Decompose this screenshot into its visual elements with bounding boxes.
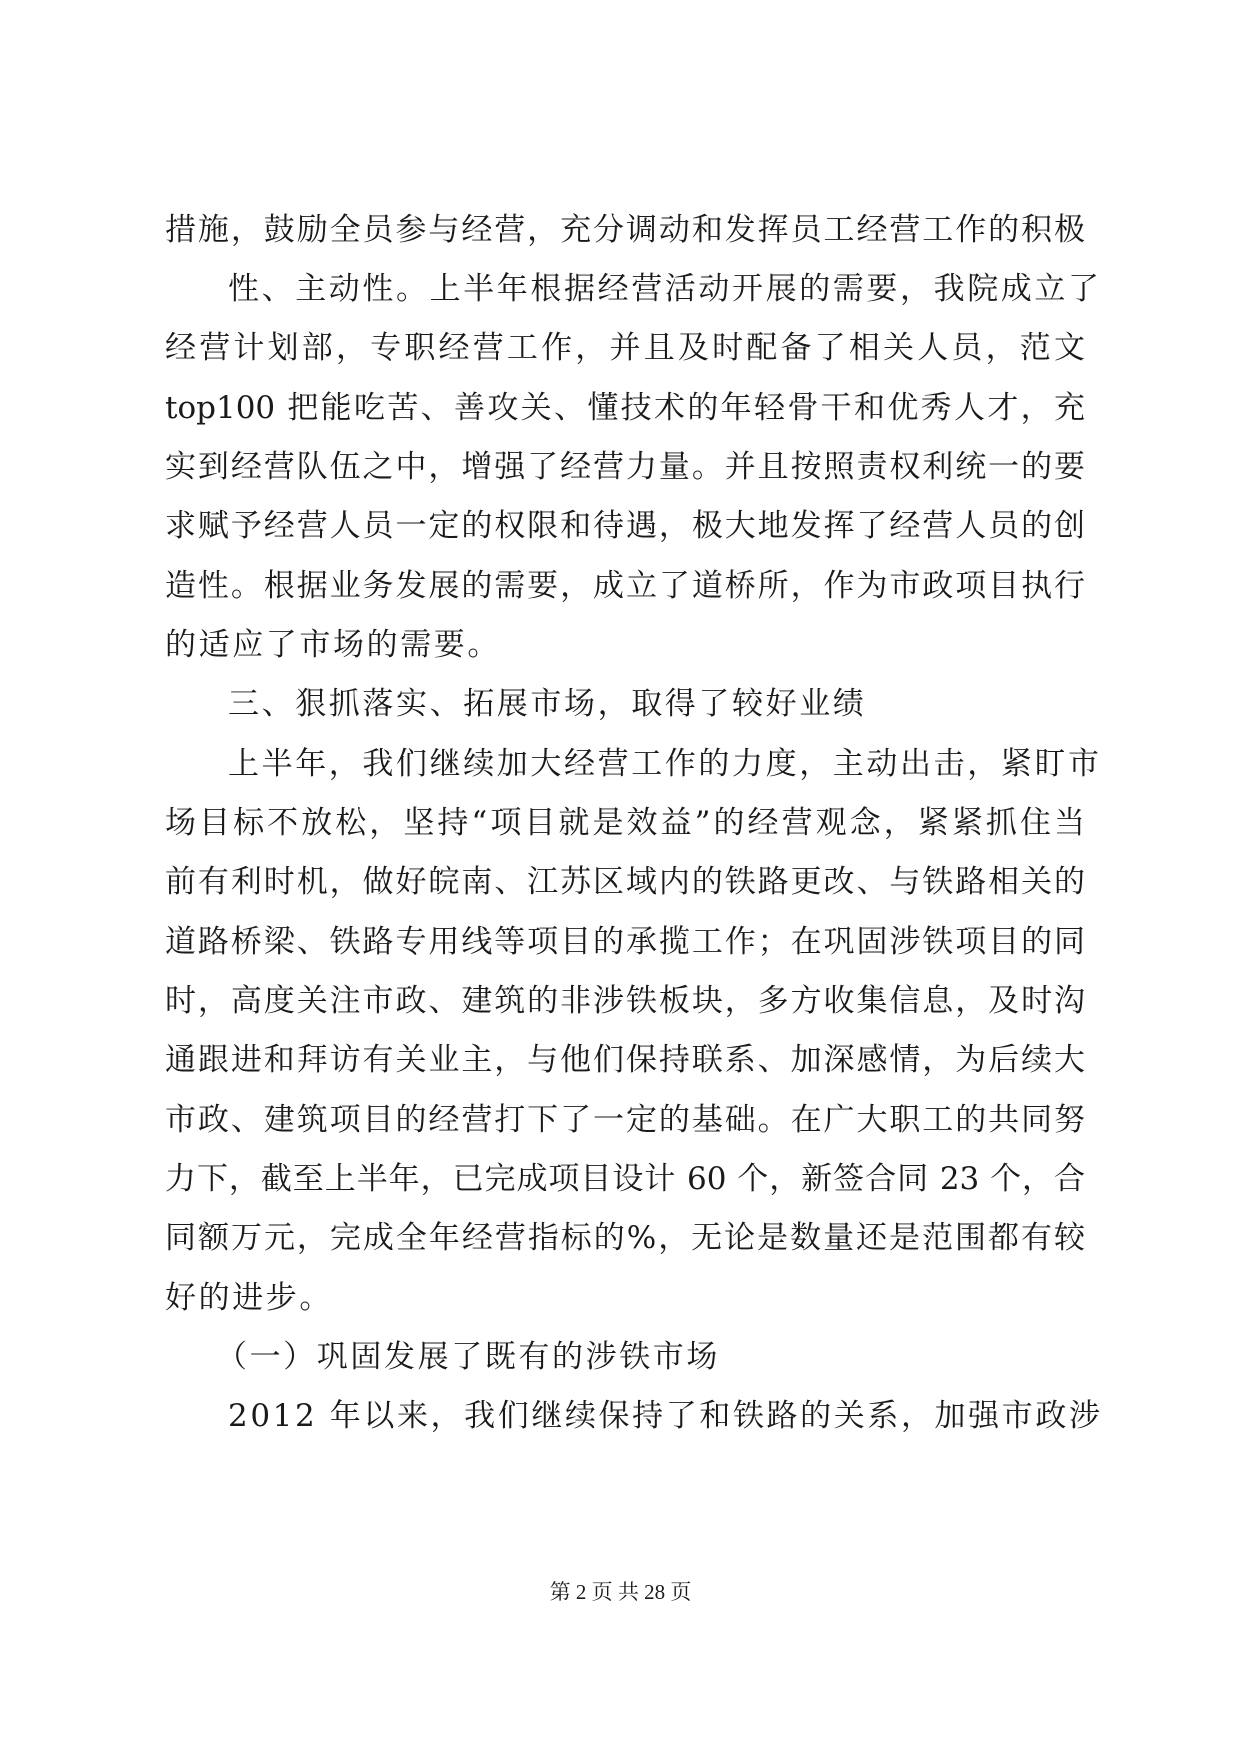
section-heading: 三、狠抓落实、拓展市场，取得了较好业绩	[228, 686, 867, 722]
paragraph-line: 力下，截至上半年，已完成项目设计 60 个，新签合同 23 个，合	[165, 1161, 1085, 1197]
paragraph-line: 同额万元，完成全年经营指标的%，无论是数量还是范围都有较	[165, 1220, 1085, 1256]
paragraph-line: 市政、建筑项目的经营打下了一定的基础。在广大职工的共同努	[165, 1102, 1085, 1138]
paragraph-line: 经营计划部，专职经营工作，并且及时配备了相关人员，范文	[165, 330, 1085, 366]
paragraph-line: 前有利时机，做好皖南、江苏区域内的铁路更改、与铁路相关的	[165, 864, 1085, 900]
paragraph-line: 求赋予经营人员一定的权限和待遇，极大地发挥了经营人员的创	[165, 508, 1085, 544]
paragraph-line: 时，高度关注市政、建筑的非涉铁板块，多方收集信息，及时沟	[165, 983, 1085, 1019]
subsection-heading: （一）巩固发展了既有的涉铁市场	[216, 1339, 720, 1375]
paragraph-line: 道路桥梁、铁路专用线等项目的承揽工作；在巩固涉铁项目的同	[165, 924, 1085, 960]
paragraph-line: 措施，鼓励全员参与经营，充分调动和发挥员工经营工作的积极	[165, 212, 1085, 248]
paragraph-line: 实到经营队伍之中，增强了经营力量。并且按照责权利统一的要	[165, 449, 1085, 485]
paragraph-line: 2012 年以来，我们继续保持了和铁路的关系，加强市政涉	[228, 1398, 1103, 1434]
paragraph-line: 上半年，我们继续加大经营工作的力度，主动出击，紧盯市	[228, 746, 1102, 782]
paragraph-line: 性、主动性。上半年根据经营活动开展的需要，我院成立了	[228, 271, 1102, 307]
paragraph-line: top100 把能吃苦、善攻关、懂技术的年轻骨干和优秀人才，充	[165, 390, 1085, 426]
paragraph-line: 通跟进和拜访有关业主，与他们保持联系、加深感情，为后续大	[165, 1042, 1085, 1078]
paragraph-line: 造性。根据业务发展的需要，成立了道桥所，作为市政项目执行	[165, 568, 1085, 604]
paragraph-line: 的适应了市场的需要。	[165, 627, 501, 663]
paragraph-line: 场目标不放松，坚持“项目就是效益”的经营观念，紧紧抓住当	[165, 805, 1085, 841]
page-number-footer: 第 2 页 共 28 页	[549, 1580, 692, 1604]
paragraph-line: 好的进步。	[165, 1280, 333, 1316]
